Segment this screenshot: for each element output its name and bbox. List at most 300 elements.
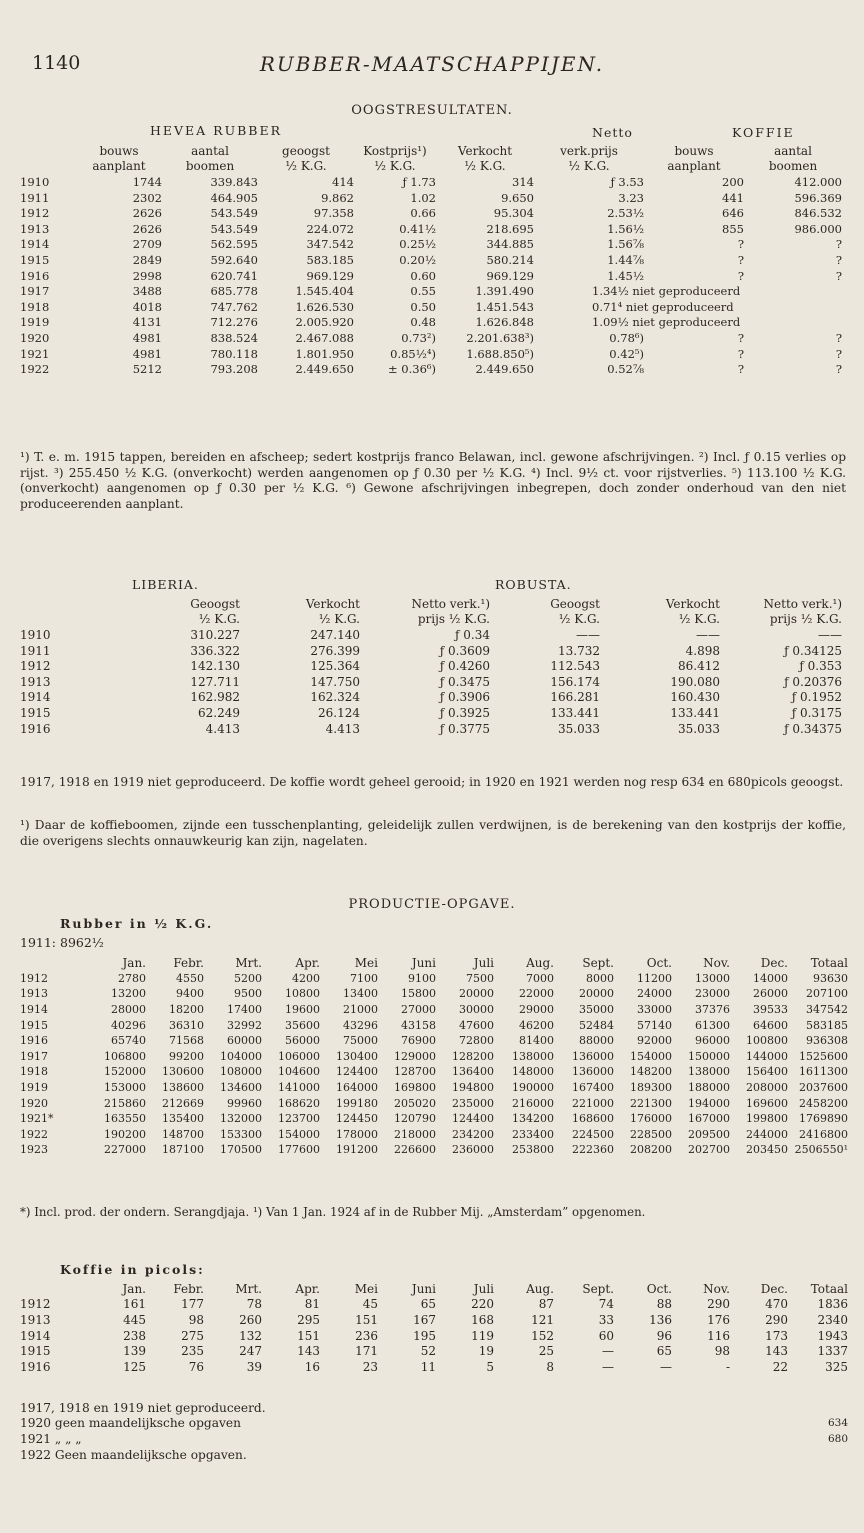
table-cell: 562.595: [210, 237, 258, 252]
month-header: Nov.: [703, 955, 730, 970]
netto-label: Netto: [592, 125, 633, 140]
tail-text: 1920 geen maandelijksche opgaven: [20, 1416, 241, 1431]
table-cell: 26.124: [318, 705, 360, 720]
table-cell: 71568: [169, 1034, 204, 1048]
table-cell: ?: [835, 362, 842, 377]
table-cell: 138000: [688, 1065, 730, 1079]
month-header: Totaal: [810, 1281, 848, 1296]
month-header: Oct.: [646, 1281, 672, 1296]
table-cell: 177: [181, 1297, 204, 1312]
table-cell: 209500: [688, 1127, 730, 1141]
table-cell: 4.413: [325, 721, 360, 736]
running-head: [20, 52, 844, 82]
table-cell: 0.41½: [399, 221, 436, 236]
table-row: [20, 1359, 848, 1375]
table-cell: 132: [239, 1328, 262, 1343]
table-row: [20, 1127, 848, 1143]
table-cell: 104600: [278, 1065, 320, 1079]
table-cell: 125.364: [310, 659, 360, 674]
table-cell: 81400: [519, 1034, 554, 1048]
table-cell: 187100: [162, 1143, 204, 1157]
table-cell: 0.71⁴ niet geproduceerd: [592, 299, 734, 314]
table-cell: 125: [123, 1359, 146, 1374]
table-cell: 119: [471, 1328, 494, 1343]
table-cell: ƒ 0.34: [455, 627, 490, 642]
row-year: 1913: [20, 221, 50, 236]
column-header: Geoogst: [190, 596, 240, 611]
table-cell: 57140: [637, 1018, 672, 1032]
table-cell: 244000: [746, 1127, 788, 1141]
page-number: 1140: [32, 52, 81, 74]
table-cell: 986.000: [794, 221, 842, 236]
table-cell: 22000: [519, 987, 554, 1001]
table-cell: 128200: [452, 1049, 494, 1063]
table-cell: 3.23: [618, 190, 644, 205]
table-cell: 2849: [132, 252, 162, 267]
row-year: 1918: [20, 1065, 48, 1079]
table-cell: 87: [538, 1297, 554, 1312]
table-cell: 96000: [695, 1034, 730, 1048]
table-cell: 130400: [336, 1049, 378, 1063]
table-row: [20, 283, 842, 299]
table-cell: 76: [188, 1359, 204, 1374]
table-cell: 47600: [459, 1018, 494, 1032]
table-row: [20, 674, 842, 690]
table-cell: 1943: [817, 1328, 848, 1343]
col-verkprijs-unit: ½ K.G.: [568, 159, 610, 174]
table-cell: 4550: [176, 971, 204, 985]
table-cell: 275: [181, 1328, 204, 1343]
table-cell: 163550: [104, 1112, 146, 1126]
table-cell: 205020: [394, 1096, 436, 1110]
table-cell: 339.843: [210, 174, 258, 189]
col-bouws: bouws: [99, 143, 139, 158]
table-cell: 208000: [746, 1081, 788, 1095]
row-year: 1912: [20, 971, 48, 985]
koffie-picols-label: Koffie in picols:: [60, 1262, 205, 1277]
table-cell: 39533: [753, 1003, 788, 1017]
table-cell: 133.441: [670, 705, 720, 720]
table-cell: 40296: [111, 1018, 146, 1032]
table-cell: 195: [413, 1328, 436, 1343]
table-cell: 124450: [336, 1112, 378, 1126]
table-cell: 646: [722, 206, 744, 221]
table-cell: 88000: [579, 1034, 614, 1048]
table-cell: 188000: [688, 1081, 730, 1095]
table-cell: ?: [737, 237, 744, 252]
table-cell: 1525600: [799, 1049, 848, 1063]
col-koffie-aantal-unit: boomen: [768, 159, 818, 174]
table-cell: 96: [656, 1328, 672, 1343]
row-year: 1914: [20, 690, 51, 705]
table-row: [20, 237, 842, 253]
table-cell: 151: [355, 1312, 378, 1327]
table-cell: 4.898: [685, 643, 720, 658]
table-cell: 9100: [408, 971, 436, 985]
table-cell: 290: [707, 1297, 730, 1312]
column-unit: ½ K.G.: [198, 612, 240, 627]
table-cell: 1.45½: [607, 268, 644, 283]
table-cell: ?: [835, 346, 842, 361]
table-cell: 61300: [695, 1018, 730, 1032]
table-cell: 176000: [630, 1112, 672, 1126]
table-cell: 151: [297, 1328, 320, 1343]
running-title: RUBBER-MAATSCHAPPIJEN.: [259, 52, 605, 76]
table-cell: 224500: [572, 1127, 614, 1141]
table-cell: 35600: [285, 1018, 320, 1032]
table-cell: 855: [722, 221, 744, 236]
table-cell: 120790: [394, 1112, 436, 1126]
table-cell: ƒ 1.73: [402, 174, 436, 189]
table-cell: 11: [420, 1359, 436, 1374]
table-row: [20, 1328, 848, 1344]
table-cell: 23000: [695, 987, 730, 1001]
table-cell: 150000: [688, 1049, 730, 1063]
table-cell: 1.56⅞: [607, 237, 644, 252]
table-cell: 218000: [394, 1127, 436, 1141]
table-row: [20, 346, 842, 362]
table-cell: 33000: [637, 1003, 672, 1017]
tail-total: [788, 1400, 848, 1416]
table-cell: ƒ 0.3175: [791, 705, 842, 720]
table-cell: 153300: [220, 1127, 262, 1141]
column-header: Netto verk.¹): [411, 596, 490, 611]
table-row: [20, 1142, 848, 1158]
table-cell: ?: [835, 330, 842, 345]
table-cell: —: [602, 1344, 614, 1359]
table-cell: 215860: [104, 1096, 146, 1110]
table-cell: 168620: [278, 1096, 320, 1110]
table-cell: 170500: [220, 1143, 262, 1157]
table-row: [20, 330, 842, 346]
row-year: 1923: [20, 1143, 48, 1157]
table-cell: ƒ 0.3906: [439, 690, 490, 705]
table-cell: ƒ 0.3475: [439, 674, 490, 689]
table-cell: 133.441: [550, 705, 600, 720]
oogst-table: [20, 143, 842, 377]
table-cell: 2.005.920: [295, 315, 354, 330]
table-cell: 0.50: [410, 299, 436, 314]
table-cell: 5212: [132, 362, 162, 377]
table-cell: ƒ 0.3775: [439, 721, 490, 736]
row-year: 1922: [20, 1127, 48, 1141]
robusta-label: ROBUSTA.: [495, 577, 572, 592]
row-year: 1911: [20, 190, 50, 205]
table-row: [20, 1111, 848, 1127]
table-cell: 161: [123, 1297, 146, 1312]
table-cell: 1836: [817, 1297, 848, 1312]
table-cell: 3488: [132, 284, 162, 299]
table-cell: 143: [297, 1344, 320, 1359]
table-row: [20, 268, 842, 284]
table-cell: 2.449.650: [295, 362, 354, 377]
month-header: Aug.: [526, 1281, 554, 1296]
table-row: [20, 658, 842, 674]
row-year: 1914: [20, 237, 50, 252]
column-header: Netto verk.¹): [763, 596, 842, 611]
table-row: [20, 627, 842, 643]
table-cell: 200: [722, 174, 744, 189]
table-cell: 580.214: [486, 252, 534, 267]
table-cell: 202700: [688, 1143, 730, 1157]
table-cell: 93630: [813, 971, 848, 985]
table-cell: 30000: [459, 1003, 494, 1017]
table-cell: 168: [471, 1312, 494, 1327]
table-cell: 25: [538, 1344, 554, 1359]
table-cell: 135400: [162, 1112, 204, 1126]
table-row: [20, 721, 842, 737]
table-cell: 276.399: [310, 643, 360, 658]
table-cell: 212669: [162, 1096, 204, 1110]
table-cell: 9.862: [321, 190, 354, 205]
table-cell: 838.524: [210, 330, 258, 345]
table-cell: 2780: [118, 971, 146, 985]
table-cell: 148700: [162, 1127, 204, 1141]
row-year: 1912: [20, 206, 50, 221]
table-cell: 4131: [132, 315, 162, 330]
table-cell: 124400: [336, 1065, 378, 1079]
row-year: 1915: [20, 705, 51, 720]
table-cell: 11200: [637, 971, 672, 985]
table-cell: 64600: [753, 1018, 788, 1032]
table-cell: 19600: [285, 1003, 320, 1017]
table-cell: 218.695: [486, 221, 534, 236]
table-cell: 222360: [572, 1143, 614, 1157]
table-cell: 295: [297, 1312, 320, 1327]
oogst-footnote: ¹) T. e. m. 1915 tappen, bereiden en afscheep; sedert kostprijs franco Belawan, incl. gewone afschrijvingen. ²) Incl. ƒ 0.15 verlies op rijst. ³) 255.450 ½ K.G. (onverkocht) werden aangenomen op ƒ 0.30 per ½ K.G. ⁴) Incl. 9½ ct. voor rijstverlies. ⁵) 113.100 ½ K.G. (onverkocht) aangenomen op ƒ 0.30 per ½ K.G. ⁶) Gewone afschrijvingen inbegrepen, doch zonder onderhoud van den niet produceerenden aanplant.: [20, 450, 846, 511]
table-cell: 780.118: [210, 346, 258, 361]
column-unit: prijs ½ K.G.: [417, 612, 490, 627]
col-geoogst: geoogst: [282, 143, 330, 158]
table-cell: 128700: [394, 1065, 436, 1079]
table-cell: 0.55: [410, 284, 436, 299]
table-cell: 104000: [220, 1049, 262, 1063]
table-cell: 1.391.490: [475, 284, 534, 299]
table-cell: 75000: [343, 1034, 378, 1048]
table-cell: 74: [598, 1297, 614, 1312]
table-cell: 712.276: [210, 315, 258, 330]
month-header: Aug.: [526, 955, 554, 970]
table-cell: 310.227: [190, 627, 240, 642]
table-cell: 344.885: [486, 237, 534, 252]
table-cell: 72800: [459, 1034, 494, 1048]
table-cell: 441: [722, 190, 744, 205]
table-cell: 325: [825, 1359, 848, 1374]
table-cell: 160.430: [670, 690, 720, 705]
table-cell: ƒ 0.3609: [439, 643, 490, 658]
table-cell: 2302: [132, 190, 162, 205]
tail-total: 634: [827, 1417, 848, 1430]
col-koffie-bouws-unit: aanplant: [667, 159, 721, 174]
table-cell: ± 0.36⁶): [388, 362, 436, 377]
table-cell: 234200: [452, 1127, 494, 1141]
table-cell: 65: [656, 1344, 672, 1359]
table-cell: 99960: [227, 1096, 262, 1110]
table-cell: 17400: [227, 1003, 262, 1017]
table-cell: 148000: [512, 1065, 554, 1079]
table-cell: 1.56½: [607, 221, 644, 236]
table-cell: 43158: [401, 1018, 436, 1032]
table-cell: 5: [486, 1359, 494, 1374]
row-year: 1921*: [20, 1112, 54, 1126]
column-unit: ½ K.G.: [678, 612, 720, 627]
table-cell: 136000: [572, 1049, 614, 1063]
table-cell: 36310: [169, 1018, 204, 1032]
row-year: 1915: [20, 1018, 48, 1032]
table-cell: —: [602, 1359, 614, 1374]
table-cell: 1337: [817, 1344, 848, 1359]
table-cell: 176: [707, 1312, 730, 1327]
table-cell: 592.640: [210, 252, 258, 267]
table-cell: 127.711: [190, 674, 240, 689]
table-cell: 936308: [806, 1034, 848, 1048]
table-cell: 2037600: [799, 1081, 848, 1095]
table-cell: 97.358: [313, 206, 354, 221]
table-row: [20, 205, 842, 221]
table-cell: 144000: [746, 1049, 788, 1063]
table-row: [20, 986, 848, 1002]
month-header: Apr.: [295, 1281, 320, 1296]
table-row: [20, 1049, 848, 1065]
table-cell: 1.801.950: [295, 346, 354, 361]
table-cell: 2416800: [799, 1127, 848, 1141]
col-verkocht-unit: ½ K.G.: [464, 159, 506, 174]
table-cell: 290: [765, 1312, 788, 1327]
table-cell: 27000: [401, 1003, 436, 1017]
table-cell: ƒ 0.20376: [784, 674, 842, 689]
table-cell: 134600: [220, 1081, 262, 1095]
table-cell: 78: [246, 1297, 262, 1312]
table-cell: 123700: [278, 1112, 320, 1126]
table-cell: ——: [818, 627, 842, 642]
table-cell: 199800: [746, 1112, 788, 1126]
table-cell: 169800: [394, 1081, 436, 1095]
table-cell: 147.750: [310, 674, 360, 689]
table-cell: 203450: [746, 1143, 788, 1157]
month-header: Apr.: [295, 955, 320, 970]
table-row: [20, 705, 842, 721]
table-cell: 152: [531, 1328, 554, 1343]
table-cell: 1.09½ niet geproduceerd: [592, 315, 741, 330]
table-cell: 227000: [104, 1143, 146, 1157]
row-year: 1913: [20, 674, 51, 689]
table-cell: 4200: [292, 971, 320, 985]
table-row: [20, 1431, 848, 1447]
table-row: [20, 315, 842, 331]
table-cell: 216000: [512, 1096, 554, 1110]
table-cell: 22: [772, 1359, 788, 1374]
table-cell: 1744: [132, 174, 162, 189]
table-cell: 1.02: [410, 190, 436, 205]
table-cell: 116: [707, 1328, 730, 1343]
table-cell: 0.66: [410, 206, 436, 221]
rubber-note: *) Incl. prod. der ondern. Serangdjaja. ¹) Van 1 Jan. 1924 af in de Rubber Mij. „Amsterdam” opgenomen.: [20, 1205, 646, 1219]
month-header: Jan.: [122, 955, 146, 970]
table-cell: 1769890: [799, 1112, 848, 1126]
table-cell: 86.412: [678, 659, 720, 674]
column-unit: ½ K.G.: [318, 612, 360, 627]
table-row: [20, 1033, 848, 1049]
table-cell: 238: [123, 1328, 146, 1343]
table-cell: 99200: [169, 1049, 204, 1063]
table-cell: 236: [355, 1328, 378, 1343]
row-year: 1911: [20, 643, 51, 658]
table-cell: 95.304: [493, 206, 534, 221]
column-unit: ½ K.G.: [558, 612, 600, 627]
table-cell: 65: [420, 1297, 436, 1312]
row-year: 1910: [20, 627, 51, 642]
table-cell: 0.78⁶): [609, 330, 644, 345]
table-cell: 166.281: [550, 690, 600, 705]
row-year: 1912: [20, 1297, 51, 1312]
month-header: Febr.: [173, 1281, 204, 1296]
table-cell: 13200: [111, 987, 146, 1001]
col-geoogst-unit: ½ K.G.: [285, 159, 327, 174]
table-cell: 2506550¹: [794, 1143, 848, 1157]
table-cell: 152000: [104, 1065, 146, 1079]
koffie-soorten-table: [20, 596, 842, 736]
table-cell: 7100: [350, 971, 378, 985]
table-row: [20, 1447, 848, 1463]
koffie-label: KOFFIE: [732, 125, 795, 140]
table-row: [20, 971, 848, 987]
table-cell: ƒ 0.353: [799, 659, 842, 674]
table-cell: 190200: [104, 1127, 146, 1141]
col-kostprijs: Kostprijs¹): [363, 143, 427, 158]
table-cell: 92000: [637, 1034, 672, 1048]
oogst-title: OOGSTRESULTATEN.: [351, 103, 513, 118]
table-cell: 347542: [806, 1003, 848, 1017]
table-cell: 9.650: [501, 190, 534, 205]
table-cell: 314: [512, 174, 534, 189]
table-cell: 134200: [512, 1112, 554, 1126]
table-row: [20, 1312, 848, 1328]
table-cell: 14000: [753, 971, 788, 985]
table-cell: 464.905: [210, 190, 258, 205]
table-cell: 4018: [132, 299, 162, 314]
table-cell: 136000: [572, 1065, 614, 1079]
table-cell: 226600: [394, 1143, 436, 1157]
table-cell: 10800: [285, 987, 320, 1001]
table-cell: 16: [304, 1359, 320, 1374]
table-cell: 108000: [220, 1065, 262, 1079]
table-cell: 167400: [572, 1081, 614, 1095]
table-cell: ——: [696, 627, 720, 642]
table-cell: 199180: [336, 1096, 378, 1110]
month-header: Totaal: [810, 955, 848, 970]
table-cell: 121: [531, 1312, 554, 1327]
table-cell: 19: [478, 1344, 494, 1359]
table-cell: 139: [123, 1344, 146, 1359]
table-cell: 168600: [572, 1112, 614, 1126]
table-cell: 0.52⅞: [607, 362, 644, 377]
table-cell: 52484: [579, 1018, 614, 1032]
tail-total: [788, 1447, 848, 1463]
table-cell: ?: [835, 252, 842, 267]
table-cell: 235: [181, 1344, 204, 1359]
table-cell: 208200: [630, 1143, 672, 1157]
month-header: Sept.: [582, 1281, 614, 1296]
table-cell: 143: [765, 1344, 788, 1359]
table-row: [20, 190, 842, 206]
table-cell: 62.249: [198, 705, 240, 720]
rubber-1911: 1911: 8962½: [20, 935, 104, 950]
table-cell: 162.324: [310, 690, 360, 705]
table-cell: 224.072: [306, 221, 354, 236]
liberia-label: LIBERIA.: [132, 577, 199, 592]
month-header: Febr.: [173, 955, 204, 970]
table-cell: ƒ 0.34125: [784, 643, 842, 658]
